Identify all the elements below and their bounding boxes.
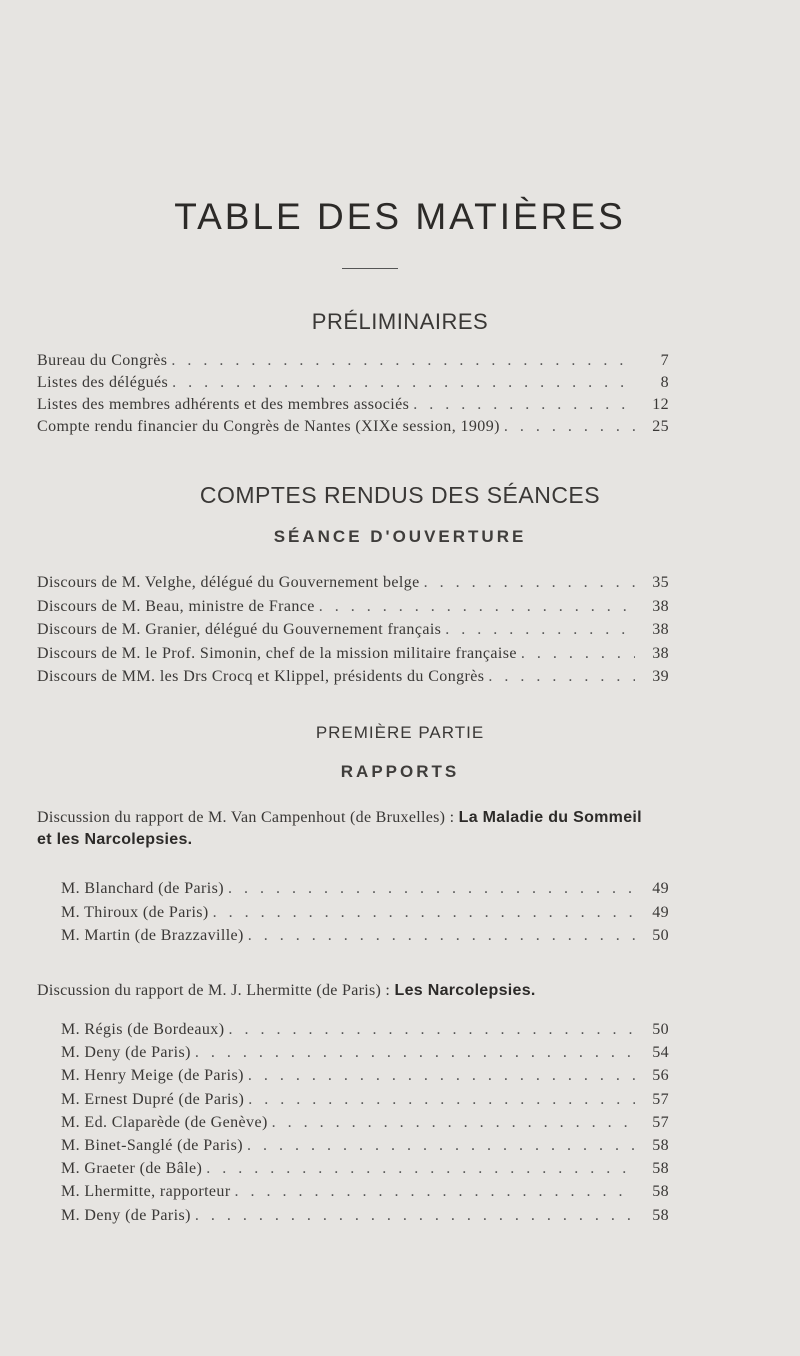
toc-entry-label: M. Graeter (de Bâle) (61, 1160, 203, 1177)
discussion-intro-1 (37, 807, 657, 851)
dot-leader (224, 878, 635, 900)
dot-leader (167, 350, 635, 372)
toc-entry-page: 7 (660, 352, 669, 369)
toc-entry-label: Discours de M. Velghe, délégué du Gouvernement belge (37, 574, 420, 591)
toc-entry-page: 38 (652, 645, 669, 662)
dot-leader (244, 1089, 635, 1111)
toc-entry-label: Listes des membres adhérents et des membres associés (37, 396, 410, 413)
discussion-intro-2 (37, 980, 737, 1002)
dot-leader (441, 619, 635, 641)
toc-entry-label: M. Ernest Dupré (de Paris) (61, 1091, 245, 1108)
dot-leader (243, 1135, 635, 1157)
subheading-seance-ouverture: SÉANCE D'OUVERTURE (273, 527, 527, 546)
section-heading-preliminaires: PRÉLIMINAIRES (311, 309, 489, 334)
toc-entry (37, 619, 669, 641)
discussion-topic: La Maladie du Sommeil et les Narcolepsies. (37, 809, 642, 848)
toc-entry (61, 1019, 669, 1041)
discussion-intro-text: Discussion du rapport de M. Van Campenhout (de Bruxelles) : (37, 809, 455, 826)
dot-leader (500, 416, 635, 438)
toc-entry-label: M. Ed. Claparède (de Genève) (61, 1114, 268, 1131)
toc-entry-label: M. Blanchard (de Paris) (61, 880, 224, 897)
toc-entry (61, 1065, 669, 1087)
dot-leader (517, 643, 635, 665)
dot-leader (244, 925, 635, 947)
dot-leader (168, 372, 635, 394)
toc-entry (37, 350, 669, 372)
toc-entry (37, 416, 669, 438)
toc-entry (61, 1158, 669, 1180)
toc-entry-label: M. Binet-Sanglé (de Paris) (61, 1137, 243, 1154)
toc-entry-label: M. Régis (de Bordeaux) (61, 1021, 225, 1038)
discussion-intro-text: Discussion du rapport de M. J. Lhermitte (de Paris) : (37, 982, 391, 999)
dot-leader (224, 1019, 635, 1041)
toc-entry-page: 56 (652, 1067, 669, 1084)
toc-entry-label: Listes des délégués (37, 374, 169, 391)
toc-entry-page: 58 (652, 1160, 669, 1177)
toc-entry-page: 8 (660, 374, 669, 391)
page-title: TABLE DES MATIÈRES (174, 196, 626, 237)
toc-entry-page: 50 (652, 1021, 669, 1038)
toc-entry (61, 925, 669, 947)
toc-entry-page: 39 (652, 668, 669, 685)
toc-entry-label: M. Henry Meige (de Paris) (61, 1067, 244, 1084)
discussion-topic: Les Narcolepsies. (394, 982, 536, 999)
section-heading-comptes-rendus: COMPTES RENDUS DES SÉANCES (199, 482, 601, 508)
toc-entry-label: M. Deny (de Paris) (61, 1207, 191, 1224)
toc-entry-label: Discours de MM. les Drs Crocq et Klippel, présidents du Congrès (37, 668, 485, 685)
toc-entry-page: 49 (652, 904, 669, 921)
toc-entry-label: Compte rendu financier du Congrès de Nantes (XIXe session, 1909) (37, 418, 500, 435)
dot-leader (202, 1158, 635, 1180)
section-heading-premiere-partie: PREMIÈRE PARTIE (315, 723, 485, 742)
toc-entry-label: Bureau du Congrès (37, 352, 168, 369)
toc-entry-page: 57 (652, 1091, 669, 1108)
toc-entry (37, 372, 669, 394)
toc-entry-page: 58 (652, 1183, 669, 1200)
toc-entry-page: 38 (652, 598, 669, 615)
dot-leader (209, 902, 635, 924)
toc-entry-label: Discours de M. le Prof. Simonin, chef de la mission militaire française (37, 645, 517, 662)
toc-entry-page: 58 (652, 1137, 669, 1154)
toc-entry-page: 49 (652, 880, 669, 897)
dot-leader (231, 1181, 635, 1203)
dot-leader (315, 596, 635, 618)
toc-entry (61, 1135, 669, 1157)
toc-entry (61, 1042, 669, 1064)
toc-entry (37, 394, 669, 416)
toc-entry (61, 1112, 669, 1134)
dot-leader (409, 394, 635, 416)
toc-entry-page: 35 (652, 574, 669, 591)
toc-entry (37, 643, 669, 665)
toc-entry (61, 1181, 669, 1203)
toc-entry (61, 878, 669, 900)
toc-entry-page: 54 (652, 1044, 669, 1061)
toc-entry-label: Discours de M. Granier, délégué du Gouvernement français (37, 621, 442, 638)
toc-entry-page: 50 (652, 927, 669, 944)
dot-leader (420, 572, 635, 594)
toc-entry-label: Discours de M. Beau, ministre de France (37, 598, 315, 615)
toc-entry-label: M. Thiroux (de Paris) (61, 904, 209, 921)
dot-leader (484, 666, 635, 688)
subheading-rapports: RAPPORTS (340, 762, 460, 781)
dot-leader (191, 1205, 635, 1227)
toc-entry (61, 1205, 669, 1227)
toc-entry-page: 12 (652, 396, 669, 413)
toc-entry-label: M. Deny (de Paris) (61, 1044, 191, 1061)
toc-entry (37, 596, 669, 618)
toc-entry-page: 25 (652, 418, 669, 435)
title-divider (342, 268, 398, 269)
toc-entry-page: 38 (652, 621, 669, 638)
dot-leader (191, 1042, 635, 1064)
toc-entry-page: 58 (652, 1207, 669, 1224)
toc-entry (37, 666, 669, 688)
toc-entry (37, 572, 669, 594)
toc-entry-label: M. Lhermitte, rapporteur (61, 1183, 231, 1200)
toc-entry-label: M. Martin (de Brazzaville) (61, 927, 244, 944)
toc-entry (61, 902, 669, 924)
toc-entry (61, 1089, 669, 1111)
dot-leader (244, 1065, 635, 1087)
dot-leader (268, 1112, 635, 1134)
toc-entry-page: 57 (652, 1114, 669, 1131)
